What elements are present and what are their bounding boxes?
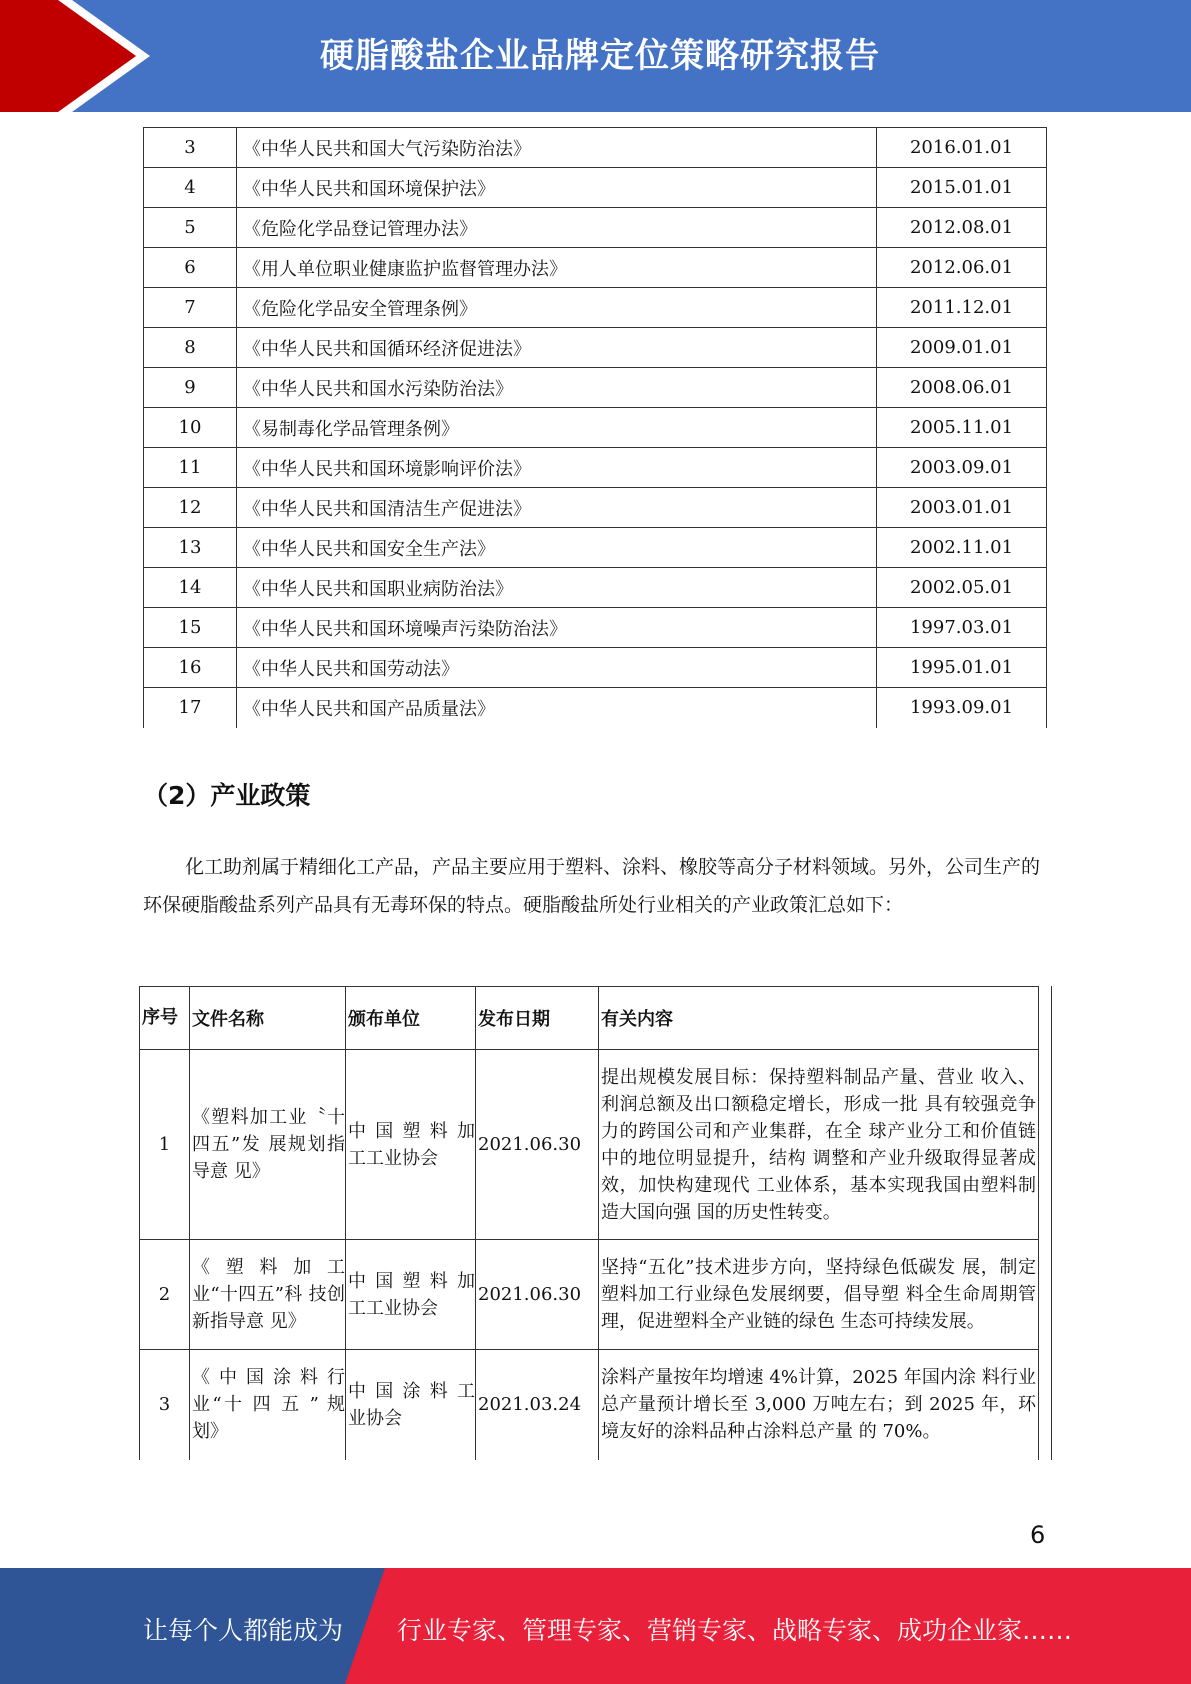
policy-table [139, 986, 1039, 1460]
law-date-cell: 1995.01.01 [877, 648, 1047, 688]
table-row [144, 488, 1047, 528]
law-date-cell: 1997.03.01 [877, 608, 1047, 648]
policy-no-cell: 1 [140, 1050, 190, 1240]
policy-file-cell: 《 塑 料 加 工 业“十四五”科 技创新指导意 见》 [190, 1240, 346, 1350]
policy-table-header-row [140, 987, 1039, 1050]
law-name-cell: 《中华人民共和国环境保护法》 [237, 168, 877, 208]
header-org: 颁布单位 [346, 987, 476, 1050]
law-no-cell: 7 [144, 288, 237, 328]
law-name-cell: 《中华人民共和国水污染防治法》 [237, 368, 877, 408]
report-title: 硬脂酸盐企业品牌定位策略研究报告 [320, 36, 880, 76]
law-name-cell: 《中华人民共和国安全生产法》 [237, 528, 877, 568]
table-row [144, 568, 1047, 608]
law-date-cell: 2012.08.01 [877, 208, 1047, 248]
table-outer-border [1051, 986, 1052, 1460]
law-date-cell: 2015.01.01 [877, 168, 1047, 208]
law-no-cell: 12 [144, 488, 237, 528]
header-arrow-icon [0, 0, 160, 112]
section-paragraph: 化工助剂属于精细化工产品，产品主要应用于塑料、涂料、橡胶等高分子材料领域。另外，公司生产的环保硬脂酸盐系列产品具有无毒环保的特点。硬脂酸盐所处行业相关的产业政策汇总如下： [143, 856, 1041, 916]
law-table [143, 127, 1047, 728]
law-date-cell: 2002.05.01 [877, 568, 1047, 608]
footer-slogan-right: 行业专家、管理专家、营销专家、战略专家、成功企业家…… [397, 1616, 1073, 1645]
law-name-cell: 《中华人民共和国产品质量法》 [237, 688, 877, 728]
table-row [144, 408, 1047, 448]
law-no-cell: 6 [144, 248, 237, 288]
header-date: 发布日期 [476, 987, 599, 1050]
law-name-cell: 《中华人民共和国大气污染防治法》 [237, 128, 877, 168]
law-date-cell: 2008.06.01 [877, 368, 1047, 408]
policy-file-cell: 《塑料加工业〝十四五”发 展规划指导意 见》 [190, 1050, 346, 1240]
table-row [144, 368, 1047, 408]
law-name-cell: 《中华人民共和国循环经济促进法》 [237, 328, 877, 368]
policy-no-cell: 2 [140, 1240, 190, 1350]
policy-org-cell: 中 国 塑 料 加工工业协会 [346, 1240, 476, 1350]
law-no-cell: 11 [144, 448, 237, 488]
table-row [144, 168, 1047, 208]
table-row [140, 1350, 1039, 1460]
table-row [144, 248, 1047, 288]
policy-content-cell: 坚持“五化”技术进步方向，坚持绿色低碳发 展，制定塑料加工行业绿色发展纲要，倡导塑 料全生命周期管理，促进塑料全产业链的绿色 生态可持续发展。 [599, 1240, 1039, 1350]
law-no-cell: 13 [144, 528, 237, 568]
law-no-cell: 5 [144, 208, 237, 248]
law-date-cell: 2009.01.01 [877, 328, 1047, 368]
table-row [144, 328, 1047, 368]
footer-slogan-left: 让每个人都能成为 [143, 1616, 344, 1645]
law-name-cell: 《中华人民共和国劳动法》 [237, 648, 877, 688]
table-row [144, 528, 1047, 568]
law-date-cell: 2016.01.01 [877, 128, 1047, 168]
header-content: 有关内容 [599, 987, 1039, 1050]
law-no-cell: 10 [144, 408, 237, 448]
policy-file-cell: 《中国涂料行 业“十 四 五 ” 规划》 [190, 1350, 346, 1460]
table-row [144, 128, 1047, 168]
law-date-cell: 2003.09.01 [877, 448, 1047, 488]
policy-content-cell: 提出规模发展目标：保持塑料制品产量、营业 收入、利润总额及出口额稳定增长，形成一批 具有较强竞争力的跨国公司和产业集群，在全 球产业分工和价值链中的地位明显提升，结构 调整和产业升级取得显著成效，加快构建现代 工业体系，基本实现我国由塑料制造大国向强 国的历史性转变。 [599, 1050, 1039, 1240]
law-name-cell: 《中华人民共和国环境影响评价法》 [237, 448, 877, 488]
table-row [144, 648, 1047, 688]
law-name-cell: 《危险化学品安全管理条例》 [237, 288, 877, 328]
law-date-cell: 2002.11.01 [877, 528, 1047, 568]
table-row [140, 1050, 1039, 1240]
policy-no-cell: 3 [140, 1350, 190, 1460]
table-row [144, 208, 1047, 248]
law-date-cell: 2012.06.01 [877, 248, 1047, 288]
law-no-cell: 4 [144, 168, 237, 208]
law-name-cell: 《易制毒化学品管理条例》 [237, 408, 877, 448]
policy-org-cell: 中 国 塑 料 加工工业协会 [346, 1050, 476, 1240]
page-header [0, 0, 1191, 112]
page-footer [0, 1568, 1191, 1684]
policy-date-cell: 2021.06.30 [476, 1240, 599, 1350]
law-no-cell: 8 [144, 328, 237, 368]
section-heading: （2）产业政策 [143, 781, 311, 810]
law-no-cell: 14 [144, 568, 237, 608]
law-date-cell: 2003.01.01 [877, 488, 1047, 528]
law-date-cell: 2005.11.01 [877, 408, 1047, 448]
table-row [140, 1240, 1039, 1350]
law-date-cell: 1993.09.01 [877, 688, 1047, 728]
law-no-cell: 15 [144, 608, 237, 648]
law-no-cell: 16 [144, 648, 237, 688]
table-row [144, 448, 1047, 488]
law-no-cell: 9 [144, 368, 237, 408]
header-seq: 序号 [140, 987, 190, 1050]
law-no-cell: 17 [144, 688, 237, 728]
law-name-cell: 《中华人民共和国职业病防治法》 [237, 568, 877, 608]
table-row [144, 608, 1047, 648]
policy-date-cell: 2021.06.30 [476, 1050, 599, 1240]
law-no-cell: 3 [144, 128, 237, 168]
table-row [144, 288, 1047, 328]
law-name-cell: 《危险化学品登记管理办法》 [237, 208, 877, 248]
table-row [144, 688, 1047, 728]
law-name-cell: 《中华人民共和国环境噪声污染防治法》 [237, 608, 877, 648]
law-name-cell: 《中华人民共和国清洁生产促进法》 [237, 488, 877, 528]
page-number: 6 [1030, 1521, 1046, 1549]
policy-org-cell: 中 国 涂 料 工业协会 [346, 1350, 476, 1460]
law-name-cell: 《用人单位职业健康监护监督管理办法》 [237, 248, 877, 288]
policy-date-cell: 2021.03.24 [476, 1350, 599, 1460]
policy-content-cell: 涂料产量按年均增速 4%计算，2025 年国内涂 料行业总产量预计增长至 3,000 万吨左右；到 2025 年，环境友好的涂料品种占涂料总产量 的 70%。 [599, 1350, 1039, 1460]
header-file: 文件名称 [190, 987, 346, 1050]
law-date-cell: 2011.12.01 [877, 288, 1047, 328]
